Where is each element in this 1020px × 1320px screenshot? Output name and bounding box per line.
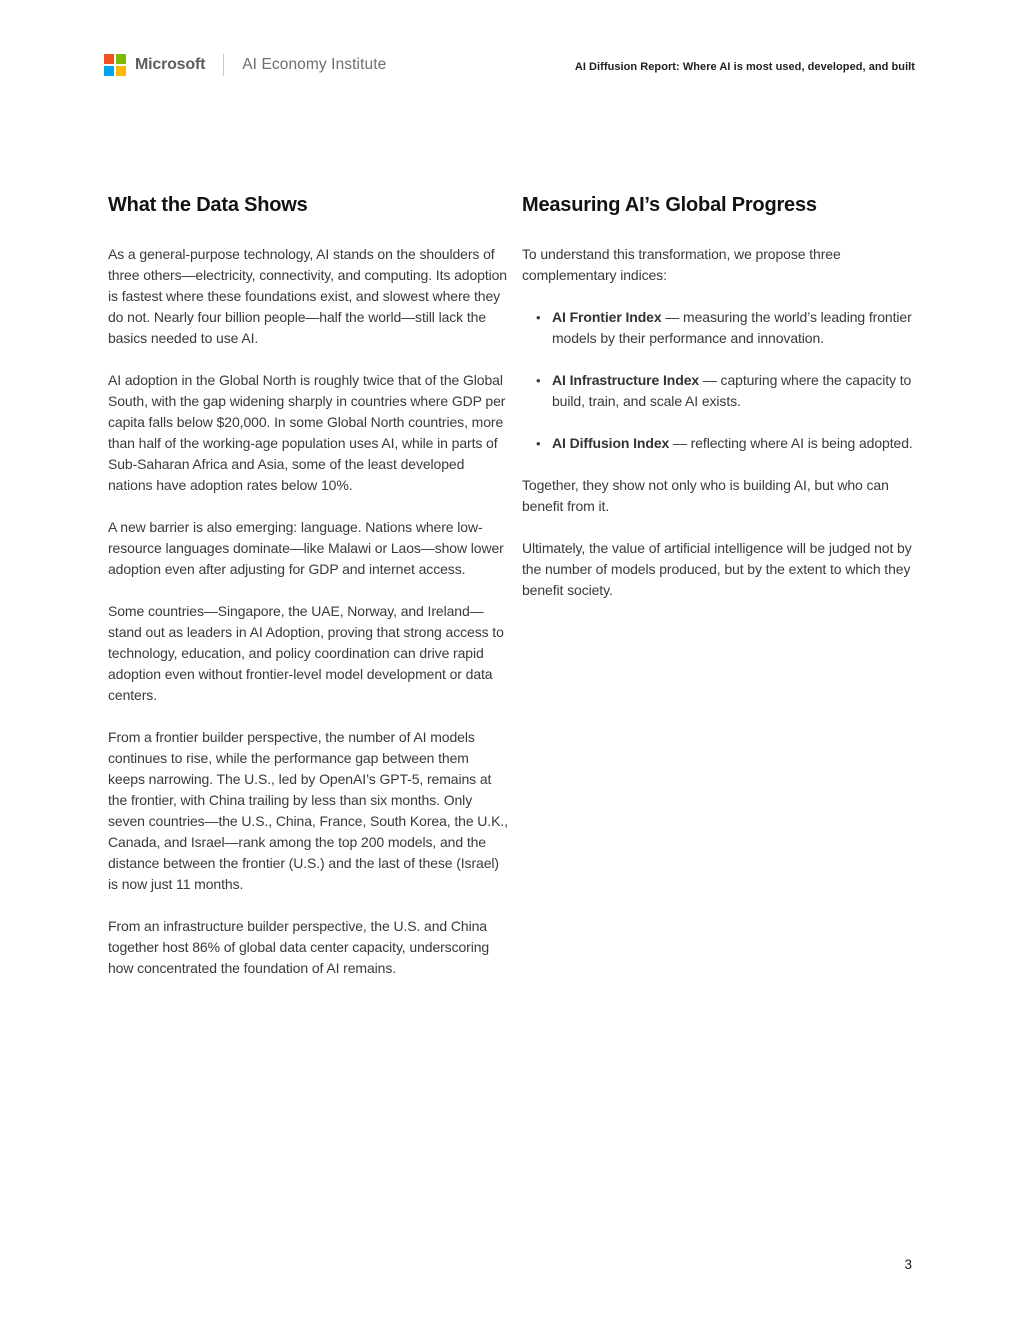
institute-name: AI Economy Institute: [242, 56, 387, 73]
frontier-index-text: — measuring the world’s leading frontier models by their performance and innovation.: [552, 309, 912, 346]
logo-square-red: [104, 54, 114, 64]
report-title: AI Diffusion Report: Where AI is most used, developed, and built: [574, 61, 915, 73]
bullet-icon: •: [536, 310, 541, 325]
bullet-icon: •: [536, 373, 541, 388]
right-paragraph-2: Ultimately, the value of artificial intelligence will be judged not by the number of models produced, but by the extent to which they benefit society.: [522, 540, 912, 598]
left-paragraph-4: Some countries—Singapore, the UAE, Norway, and Ireland—stand out as leaders in AI Adoption, proving that strong access to technology, education, and policy coordination can drive rapid adoption even without frontier-level model development or data centers.: [108, 603, 504, 703]
list-item-frontier-index: [522, 307, 922, 349]
diffusion-index-text: — reflecting where AI is being adopted.: [669, 435, 913, 451]
header-divider: [223, 54, 224, 76]
page-number: 3: [904, 1257, 912, 1272]
logo-square-green: [116, 54, 126, 64]
left-column: [108, 194, 508, 1000]
left-paragraph-3: A new barrier is also emerging: language. Nations where low-resource languages dominate—like Malawi or Laos—show lower adoption even after adjusting for GDP and internet access.: [108, 519, 504, 577]
brand-name: Microsoft: [135, 56, 206, 73]
left-section-heading: What the Data Shows: [108, 194, 308, 216]
logo-square-yellow: [116, 66, 126, 76]
header-brand-group: [104, 54, 386, 76]
right-paragraph-1: Together, they show not only who is building AI, but who can benefit from it.: [522, 477, 889, 514]
left-paragraph-2: AI adoption in the Global North is roughly twice that of the Global South, with the gap widening sharply in countries where GDP per capita falls below $20,000. In some Global North countries, more than half of the working-age population uses AI, while in parts of Sub-Saharan Africa and Asia, some of the least developed nations have adoption rates below 10%.: [108, 372, 506, 493]
left-paragraph-1: As a general-purpose technology, AI stands on the shoulders of three others—electricity, connectivity, and computing. Its adoption is fastest where these foundations exist, and slowest where they do not. Nearly four billion people—half the world—still lack the basics needed to use AI.: [108, 246, 507, 346]
right-section-heading: Measuring AI’s Global Progress: [522, 194, 817, 216]
infrastructure-index-term: AI Infrastructure Index: [552, 372, 700, 388]
infrastructure-index-text: — capturing where the capacity to build, train, and scale AI exists.: [552, 372, 912, 409]
diffusion-index-term: AI Diffusion Index: [552, 435, 670, 451]
list-item-diffusion-index: [522, 433, 922, 454]
right-intro-paragraph: To understand this transformation, we propose three complementary indices:: [522, 246, 841, 283]
microsoft-logo-icon: [104, 54, 126, 76]
logo-square-blue: [104, 66, 114, 76]
bullet-icon: •: [536, 436, 541, 451]
right-column: [522, 194, 922, 622]
frontier-index-term: AI Frontier Index: [552, 309, 662, 325]
left-paragraph-6: From an infrastructure builder perspective, the U.S. and China together host 86% of global data center capacity, underscoring how concentrated the foundation of AI remains.: [108, 918, 490, 976]
indices-list: [522, 307, 922, 454]
list-item-infrastructure-index: [522, 370, 922, 412]
left-paragraph-5: From a frontier builder perspective, the number of AI models continues to rise, while the performance gap between them keeps narrowing. The U.S., led by OpenAI’s GPT-5, remains at the frontier, with China trailing by less than six months. Only seven countries—the U.S., China, France, South Korea, the U.K., Canada, and Israel—rank among the top 200 models, and the distance between the frontier (U.S.) and the last of these (Israel) is now just 11 months.: [108, 729, 508, 892]
